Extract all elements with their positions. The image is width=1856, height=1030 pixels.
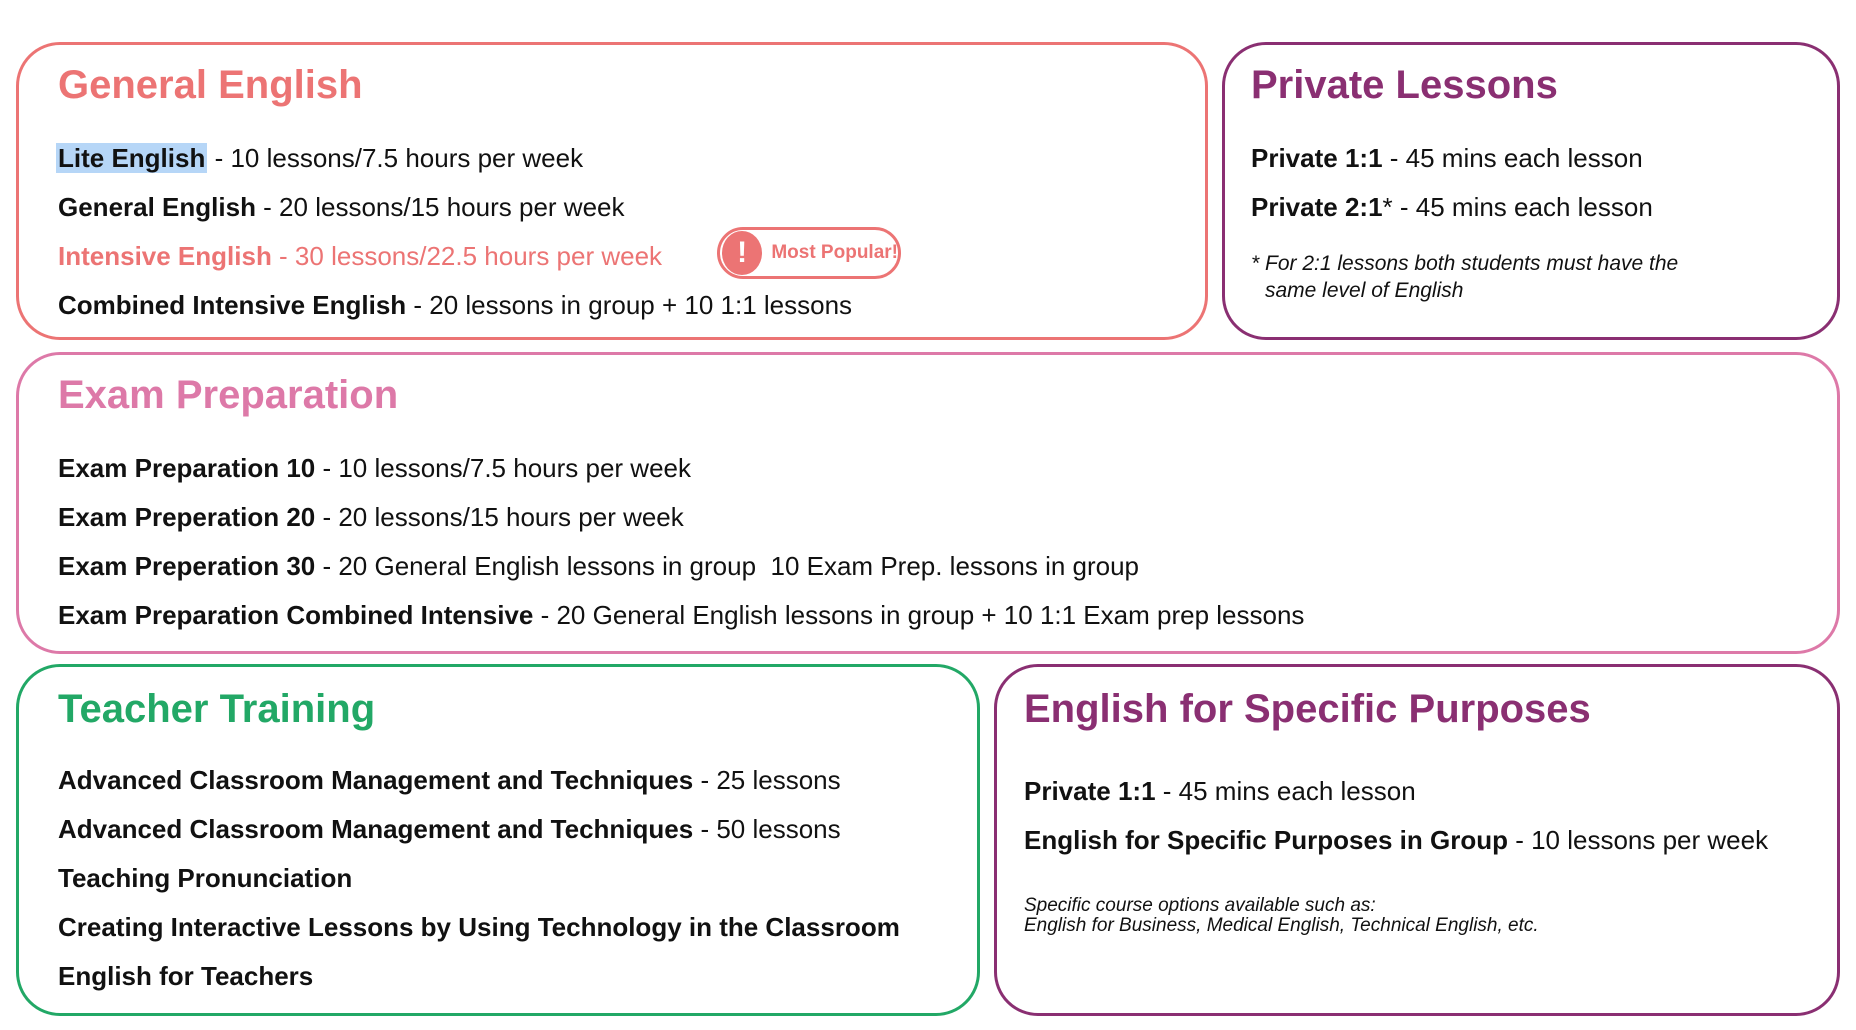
esp-group-detail: - 10 lessons per week (1507, 825, 1769, 855)
exam-preparation-card (16, 352, 1840, 654)
exam-prep-20-name: Exam Preperation 20 (58, 502, 316, 532)
general-english-name: General English (58, 192, 256, 222)
private-lessons-card (1222, 42, 1840, 340)
teacher-training-title: Teacher Training (58, 687, 376, 731)
acmt-50-line (58, 812, 841, 846)
interactive-lessons-name: Creating Interactive Lessons by Using Technology in the Classroom (58, 912, 900, 942)
esp-card (994, 664, 1840, 1016)
general-english-detail: - 20 lessons/15 hours per week (255, 192, 625, 222)
private-1-1-name: Private 1:1 (1251, 143, 1383, 173)
esp-note-line1: Specific course options available such as: (1024, 895, 1376, 916)
esp-private-detail: - 45 mins each lesson (1155, 776, 1416, 806)
private-1-1-detail: - 45 mins each lesson (1382, 143, 1643, 173)
intensive-english-line (58, 239, 662, 273)
intensive-english-name: Intensive English (58, 241, 272, 271)
most-popular-label: Most Popular! (771, 242, 898, 263)
combined-intensive-detail: - 20 lessons in group + 10 1:1 lessons (406, 290, 853, 320)
acmt-50-name: Advanced Classroom Management and Techniques (58, 814, 694, 844)
private-note-line2: same level of English (1265, 279, 1464, 302)
exam-prep-20-detail: - 20 lessons/15 hours per week (315, 502, 684, 532)
lite-english-line (58, 141, 583, 175)
exam-prep-30-detail: - 20 General English lessons in group 10 Exam Prep. lessons in group (315, 551, 1140, 581)
exam-prep-10-name: Exam Preparation 10 (58, 453, 316, 483)
exam-prep-combined-name: Exam Preparation Combined Intensive (58, 600, 534, 630)
exam-prep-20-line (58, 500, 684, 534)
english-for-teachers-line (58, 959, 313, 993)
general-english-title: General English (58, 63, 363, 107)
english-for-teachers-name: English for Teachers (58, 961, 314, 991)
private-note-line1: * For 2:1 lessons both students must have the (1251, 252, 1679, 275)
most-popular-badge (717, 227, 901, 279)
private-2-1-star: * (1382, 192, 1393, 222)
private-2-1-line (1251, 190, 1653, 224)
esp-title: English for Specific Purposes (1024, 687, 1591, 731)
combined-intensive-name: Combined Intensive English (58, 290, 407, 320)
lite-english-detail: - 10 lessons/7.5 hours per week (207, 143, 584, 173)
acmt-25-name: Advanced Classroom Management and Techniques (58, 765, 694, 795)
teaching-pronunciation-line (58, 861, 352, 895)
exam-prep-30-line (58, 549, 1139, 583)
esp-private-line (1024, 774, 1416, 808)
exclamation-icon: ! (722, 231, 762, 275)
esp-note-line2: English for Business, Medical English, Technical English, etc. (1024, 915, 1539, 936)
exam-prep-combined-line (58, 598, 1304, 632)
private-2-1-name: Private 2:1 (1251, 192, 1383, 222)
private-1-1-line (1251, 141, 1643, 175)
exam-preparation-title: Exam Preparation (58, 373, 399, 417)
intensive-english-detail: - 30 lessons/22.5 hours per week (271, 241, 663, 271)
exam-prep-10-detail: - 10 lessons/7.5 hours per week (315, 453, 691, 483)
teaching-pronunciation-name: Teaching Pronunciation (58, 863, 353, 893)
interactive-lessons-line (58, 910, 900, 944)
lite-english-name[interactable]: Lite English (58, 143, 206, 173)
general-english-line (58, 190, 625, 224)
acmt-25-detail: - 25 lessons (693, 765, 841, 795)
teacher-training-card (16, 664, 980, 1016)
private-2-1-detail: - 45 mins each lesson (1392, 192, 1653, 222)
exam-prep-10-line (58, 451, 691, 485)
acmt-50-detail: - 50 lessons (693, 814, 841, 844)
exam-prep-30-name: Exam Preperation 30 (58, 551, 316, 581)
private-lessons-title: Private Lessons (1251, 63, 1558, 107)
acmt-25-line (58, 763, 841, 797)
esp-private-name: Private 1:1 (1024, 776, 1156, 806)
combined-intensive-line (58, 288, 852, 322)
exam-prep-combined-detail: - 20 General English lessons in group + 10 1:1 Exam prep lessons (533, 600, 1305, 630)
general-english-card (16, 42, 1208, 340)
esp-group-line (1024, 823, 1768, 857)
esp-group-name: English for Specific Purposes in Group (1024, 825, 1508, 855)
